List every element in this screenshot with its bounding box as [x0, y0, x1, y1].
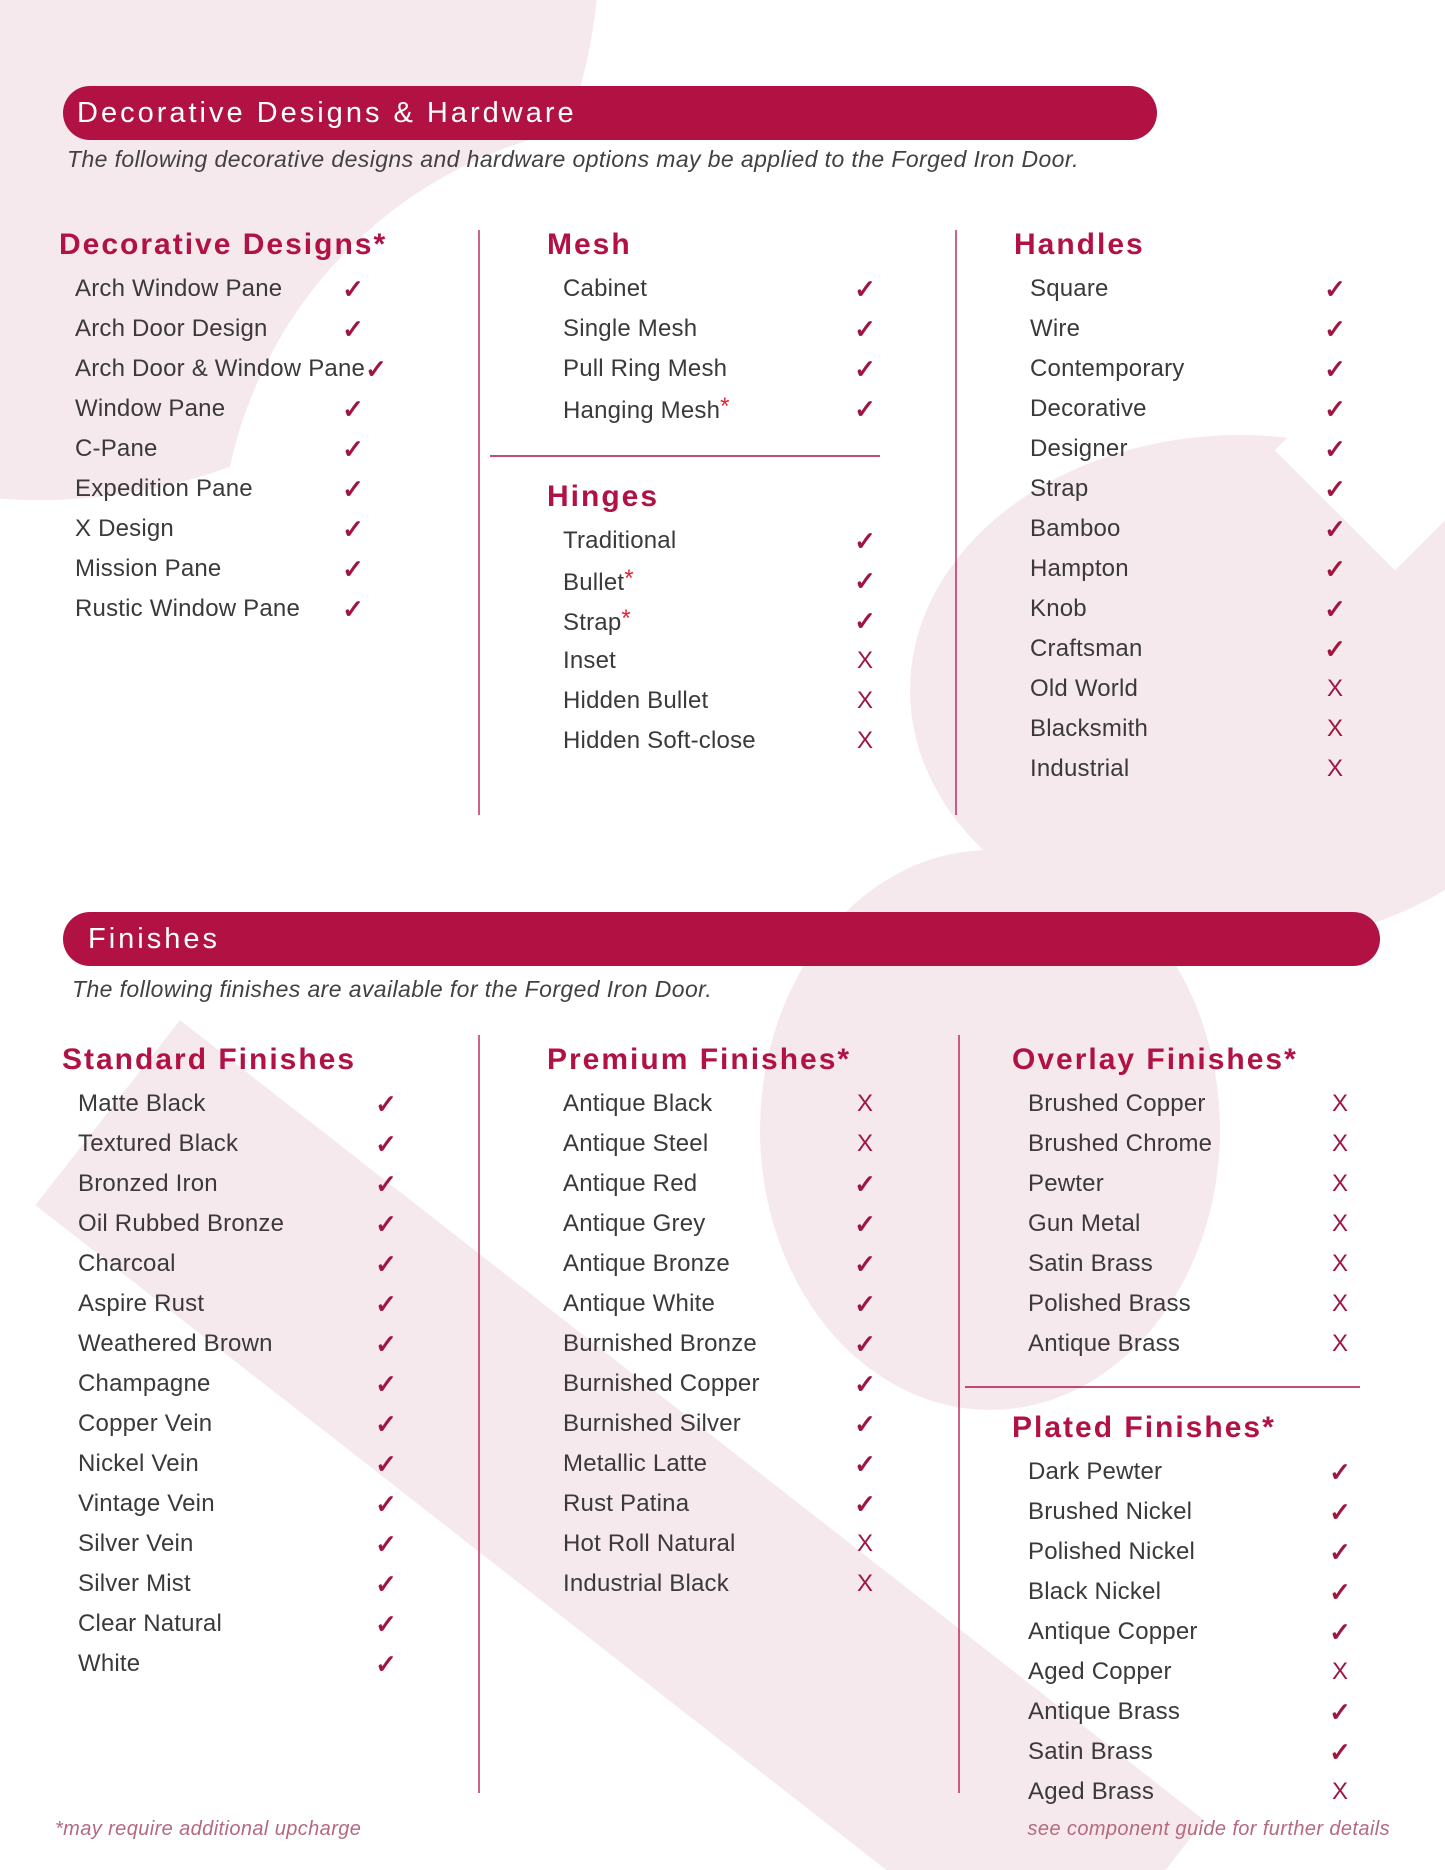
option-label: Oil Rubbed Bronze: [78, 1210, 285, 1237]
check-icon: ✓: [342, 433, 364, 464]
option-row: [1010, 1772, 1362, 1812]
column-divider: [478, 1035, 480, 1793]
option-label: Brushed Nickel: [1028, 1498, 1193, 1525]
check-icon: ✓: [854, 1368, 876, 1399]
option-label: Burnished Bronze: [563, 1330, 757, 1357]
option-row: [60, 1364, 408, 1404]
check-icon: ✓: [375, 1288, 397, 1319]
option-row: [545, 1404, 887, 1444]
check-icon: ✓: [1329, 1456, 1351, 1487]
x-icon: X: [1331, 1330, 1348, 1357]
option-label: Nickel Vein: [78, 1450, 199, 1477]
option-label: Pull Ring Mesh: [563, 355, 728, 382]
option-row: [60, 1284, 408, 1324]
option-row: [545, 1084, 887, 1124]
option-label: Clear Natural: [78, 1610, 222, 1637]
handles-title: Handles: [1014, 228, 1145, 261]
option-row: [1012, 629, 1357, 669]
standard-finishes-column: [60, 1040, 408, 1684]
option-row: [1010, 1492, 1362, 1532]
option-row: [545, 641, 887, 681]
option-label: Arch Door Design: [75, 315, 268, 342]
check-icon: ✓: [1329, 1736, 1351, 1767]
option-row: [545, 309, 887, 349]
option-label: Polished Nickel: [1028, 1538, 1196, 1565]
option-row: [545, 1324, 887, 1364]
upcharge-asterisk: *: [624, 565, 634, 592]
x-icon: X: [856, 1530, 873, 1557]
check-icon: ✓: [342, 393, 364, 424]
decorative-designs-list: [57, 269, 387, 629]
option-row: [1012, 669, 1357, 709]
option-label: Rust Patina: [563, 1490, 690, 1517]
x-icon: X: [1326, 755, 1343, 782]
x-icon: X: [1331, 1290, 1348, 1317]
option-label: Aged Brass: [1028, 1778, 1155, 1805]
option-row: [545, 389, 887, 429]
option-label: Industrial Black: [563, 1570, 729, 1597]
x-icon: X: [1331, 1130, 1348, 1157]
option-row: [1012, 349, 1357, 389]
check-icon: ✓: [1324, 553, 1346, 584]
check-icon: ✓: [1324, 273, 1346, 304]
check-icon: ✓: [375, 1448, 397, 1479]
check-icon: ✓: [1324, 513, 1346, 544]
option-label: Wire: [1030, 315, 1081, 342]
option-label: Hanging Mesh*: [563, 393, 730, 424]
option-row: [545, 349, 887, 389]
option-row: [1012, 269, 1357, 309]
hardware-subtitle: The following decorative designs and hardware options may be applied to the Forged Iron Door.: [67, 146, 1079, 172]
option-label: C-Pane: [75, 435, 158, 462]
option-row: [60, 1204, 408, 1244]
option-row: [545, 601, 887, 641]
overlay-plated-divider: [965, 1386, 1360, 1388]
option-label: Satin Brass: [1028, 1738, 1153, 1765]
check-icon: ✓: [1329, 1576, 1351, 1607]
option-label: Window Pane: [75, 395, 226, 422]
option-row: [1012, 549, 1357, 589]
handles-list: [1012, 269, 1357, 789]
option-row: [1010, 1692, 1362, 1732]
option-label: Antique Copper: [1028, 1618, 1198, 1645]
check-icon: ✓: [1324, 353, 1346, 384]
handles-column: [1012, 225, 1357, 789]
option-row: [545, 521, 887, 561]
option-label: Single Mesh: [563, 315, 698, 342]
option-label: Expedition Pane: [75, 475, 253, 502]
option-row: [60, 1124, 408, 1164]
column-divider: [478, 230, 480, 815]
footer-component-guide-note: see component guide for further details: [1027, 1818, 1390, 1840]
check-icon: ✓: [1329, 1496, 1351, 1527]
overlay-finishes-title: Overlay Finishes*: [1012, 1043, 1298, 1076]
option-label: Matte Black: [78, 1090, 206, 1117]
option-label: Polished Brass: [1028, 1290, 1191, 1317]
option-row: [1010, 1612, 1362, 1652]
check-icon: ✓: [854, 1448, 876, 1479]
x-icon: X: [1331, 1170, 1348, 1197]
option-row: [545, 1124, 887, 1164]
check-icon: ✓: [854, 273, 876, 304]
option-row: [1010, 1244, 1362, 1284]
option-label: Antique Red: [563, 1170, 698, 1197]
decorative-designs-title: Decorative Designs*: [59, 228, 388, 261]
check-icon: ✓: [375, 1168, 397, 1199]
option-row: [1012, 429, 1357, 469]
option-label: Blacksmith: [1030, 715, 1149, 742]
x-icon: X: [1331, 1778, 1348, 1805]
option-row: [60, 1444, 408, 1484]
check-icon: ✓: [375, 1568, 397, 1599]
option-label: Aspire Rust: [78, 1290, 205, 1317]
option-label: Hidden Soft-close: [563, 727, 756, 754]
check-icon: ✓: [854, 1168, 876, 1199]
option-row: [1010, 1652, 1362, 1692]
option-row: [60, 1084, 408, 1124]
option-label: Antique Brass: [1028, 1330, 1181, 1357]
check-icon: ✓: [1329, 1616, 1351, 1647]
check-icon: ✓: [375, 1488, 397, 1519]
x-icon: X: [856, 1090, 873, 1117]
option-row: [545, 721, 887, 761]
check-icon: ✓: [1324, 593, 1346, 624]
option-row: [1010, 1324, 1362, 1364]
check-icon: ✓: [342, 473, 364, 504]
check-icon: ✓: [854, 1288, 876, 1319]
option-label: Antique Brass: [1028, 1698, 1181, 1725]
option-row: [57, 469, 375, 509]
option-row: [545, 1524, 887, 1564]
check-icon: ✓: [854, 565, 876, 596]
option-row: [545, 1244, 887, 1284]
option-label: Mission Pane: [75, 555, 222, 582]
check-icon: ✓: [342, 513, 364, 544]
x-icon: X: [1331, 1210, 1348, 1237]
option-label: Strap: [1030, 475, 1089, 502]
check-icon: ✓: [342, 593, 364, 624]
standard-finishes-title: Standard Finishes: [62, 1043, 357, 1076]
check-icon: ✓: [375, 1608, 397, 1639]
check-icon: ✓: [854, 353, 876, 384]
x-icon: X: [856, 687, 873, 714]
option-row: [545, 561, 887, 601]
column-divider: [955, 230, 957, 815]
check-icon: ✓: [1324, 633, 1346, 664]
hardware-section-banner: [63, 86, 1157, 140]
option-label: Aged Copper: [1028, 1658, 1172, 1685]
check-icon: ✓: [342, 313, 364, 344]
option-row: [1012, 709, 1357, 749]
x-icon: X: [1331, 1090, 1348, 1117]
option-row: [1010, 1164, 1362, 1204]
option-label: Burnished Copper: [563, 1370, 760, 1397]
option-row: [1010, 1084, 1362, 1124]
option-row: [57, 309, 375, 349]
x-icon: X: [856, 727, 873, 754]
option-row: [57, 589, 375, 629]
option-label: Silver Vein: [78, 1530, 194, 1557]
option-row: [60, 1324, 408, 1364]
option-label: Brushed Copper: [1028, 1090, 1206, 1117]
option-label: Metallic Latte: [563, 1450, 708, 1477]
footer-upcharge-note: *may require additional upcharge: [55, 1818, 362, 1840]
overlay-plated-column: [1010, 1040, 1362, 1812]
overlay-finishes-list: [1010, 1084, 1362, 1364]
option-row: [1010, 1284, 1362, 1324]
option-row: [60, 1644, 408, 1684]
plated-finishes-title: Plated Finishes*: [1012, 1411, 1276, 1444]
x-icon: X: [1331, 1658, 1348, 1685]
check-icon: ✓: [342, 553, 364, 584]
option-label: Traditional: [563, 527, 677, 554]
check-icon: ✓: [375, 1408, 397, 1439]
option-label: Contemporary: [1030, 355, 1185, 382]
decorative-designs-column: [57, 225, 388, 629]
option-label: Antique Grey: [563, 1210, 706, 1237]
check-icon: ✓: [854, 525, 876, 556]
check-icon: ✓: [375, 1088, 397, 1119]
option-label: Hampton: [1030, 555, 1129, 582]
x-icon: X: [1326, 715, 1343, 742]
option-label: Champagne: [78, 1370, 211, 1397]
option-label: X Design: [75, 515, 174, 542]
hinges-title: Hinges: [547, 480, 660, 513]
option-label: Brushed Chrome: [1028, 1130, 1213, 1157]
option-label: Textured Black: [78, 1130, 239, 1157]
option-label: Hot Roll Natural: [563, 1530, 736, 1557]
check-icon: ✓: [1324, 393, 1346, 424]
option-row: [545, 1564, 887, 1604]
upcharge-asterisk: *: [720, 393, 730, 420]
check-icon: ✓: [1324, 433, 1346, 464]
check-icon: ✓: [854, 1328, 876, 1359]
option-row: [1010, 1204, 1362, 1244]
hardware-banner-title: Decorative Designs & Hardware: [77, 97, 577, 129]
option-label: Rustic Window Pane: [75, 595, 301, 622]
check-icon: ✓: [1324, 473, 1346, 504]
check-icon: ✓: [854, 393, 876, 424]
option-label: Decorative: [1030, 395, 1147, 422]
option-row: [1010, 1124, 1362, 1164]
option-row: [1012, 389, 1357, 429]
check-icon: ✓: [375, 1528, 397, 1559]
option-row: [545, 1484, 887, 1524]
finishes-section-banner: [63, 912, 1380, 966]
option-label: Vintage Vein: [78, 1490, 215, 1517]
check-icon: ✓: [1329, 1696, 1351, 1727]
option-label: Gun Metal: [1028, 1210, 1141, 1237]
option-row: [545, 1444, 887, 1484]
check-icon: ✓: [342, 273, 364, 304]
hinges-list: [545, 521, 887, 761]
option-row: [545, 269, 887, 309]
option-label: Old World: [1030, 675, 1139, 702]
option-row: [1010, 1572, 1362, 1612]
check-icon: ✓: [375, 1368, 397, 1399]
premium-finishes-list: [545, 1084, 887, 1604]
option-label: Black Nickel: [1028, 1578, 1162, 1605]
option-row: [57, 429, 375, 469]
option-row: [545, 1204, 887, 1244]
option-row: [545, 1364, 887, 1404]
option-row: [1010, 1732, 1362, 1772]
option-label: Cabinet: [563, 275, 648, 302]
plated-finishes-list: [1010, 1452, 1362, 1812]
option-row: [1010, 1452, 1362, 1492]
option-row: [57, 349, 387, 389]
option-row: [57, 509, 375, 549]
option-label: Bullet*: [563, 565, 634, 596]
option-row: [60, 1484, 408, 1524]
check-icon: ✓: [854, 1248, 876, 1279]
option-label: Strap*: [563, 605, 631, 636]
option-row: [545, 1164, 887, 1204]
x-icon: X: [1331, 1250, 1348, 1277]
option-label: Hidden Bullet: [563, 687, 709, 714]
option-label: Designer: [1030, 435, 1128, 462]
option-label: Bamboo: [1030, 515, 1121, 542]
option-label: Antique Black: [563, 1090, 713, 1117]
option-row: [60, 1564, 408, 1604]
option-row: [60, 1164, 408, 1204]
option-label: Weathered Brown: [78, 1330, 273, 1357]
check-icon: ✓: [854, 313, 876, 344]
check-icon: ✓: [375, 1248, 397, 1279]
option-label: Antique Bronze: [563, 1250, 730, 1277]
option-label: Silver Mist: [78, 1570, 191, 1597]
option-label: Burnished Silver: [563, 1410, 741, 1437]
option-row: [57, 389, 375, 429]
option-label: White: [78, 1650, 141, 1677]
option-row: [60, 1604, 408, 1644]
option-row: [1012, 509, 1357, 549]
option-label: Inset: [563, 647, 617, 674]
option-label: Copper Vein: [78, 1410, 213, 1437]
option-label: Charcoal: [78, 1250, 176, 1277]
x-icon: X: [856, 1130, 873, 1157]
finishes-subtitle: The following finishes are available for the Forged Iron Door.: [72, 976, 713, 1002]
option-label: Bronzed Iron: [78, 1170, 218, 1197]
option-label: Antique White: [563, 1290, 716, 1317]
option-label: Antique Steel: [563, 1130, 709, 1157]
check-icon: ✓: [854, 1208, 876, 1239]
premium-finishes-column: [545, 1040, 887, 1604]
option-row: [1012, 749, 1357, 789]
option-row: [57, 549, 375, 589]
column-divider: [958, 1035, 960, 1793]
check-icon: ✓: [1329, 1536, 1351, 1567]
x-icon: X: [856, 647, 873, 674]
x-icon: X: [1326, 675, 1343, 702]
check-icon: ✓: [1324, 313, 1346, 344]
option-label: Dark Pewter: [1028, 1458, 1163, 1485]
option-row: [1012, 469, 1357, 509]
option-row: [545, 681, 887, 721]
x-icon: X: [856, 1570, 873, 1597]
option-label: Arch Window Pane: [75, 275, 283, 302]
option-row: [60, 1524, 408, 1564]
option-row: [1010, 1532, 1362, 1572]
check-icon: ✓: [375, 1208, 397, 1239]
check-icon: ✓: [375, 1328, 397, 1359]
option-label: Arch Door & Window Pane: [75, 355, 366, 382]
check-icon: ✓: [854, 1488, 876, 1519]
option-row: [1012, 589, 1357, 629]
option-label: Knob: [1030, 595, 1087, 622]
check-icon: ✓: [854, 1408, 876, 1439]
check-icon: ✓: [854, 605, 876, 636]
option-row: [60, 1404, 408, 1444]
option-row: [60, 1244, 408, 1284]
upcharge-asterisk: *: [621, 605, 631, 632]
option-row: [1012, 309, 1357, 349]
option-label: Industrial: [1030, 755, 1130, 782]
finishes-banner-title: Finishes: [88, 923, 220, 955]
check-icon: ✓: [365, 353, 387, 384]
option-label: Satin Brass: [1028, 1250, 1153, 1277]
standard-finishes-list: [60, 1084, 408, 1684]
option-label: Square: [1030, 275, 1109, 302]
option-row: [57, 269, 375, 309]
premium-finishes-title: Premium Finishes*: [547, 1043, 852, 1076]
option-label: Craftsman: [1030, 635, 1143, 662]
mesh-hinges-column: [545, 225, 887, 761]
check-icon: ✓: [375, 1128, 397, 1159]
check-icon: ✓: [375, 1648, 397, 1679]
option-row: [545, 1284, 887, 1324]
mesh-list: [545, 269, 887, 429]
mesh-title: Mesh: [547, 228, 632, 261]
option-label: Pewter: [1028, 1170, 1104, 1197]
mesh-hinges-divider: [490, 455, 880, 457]
